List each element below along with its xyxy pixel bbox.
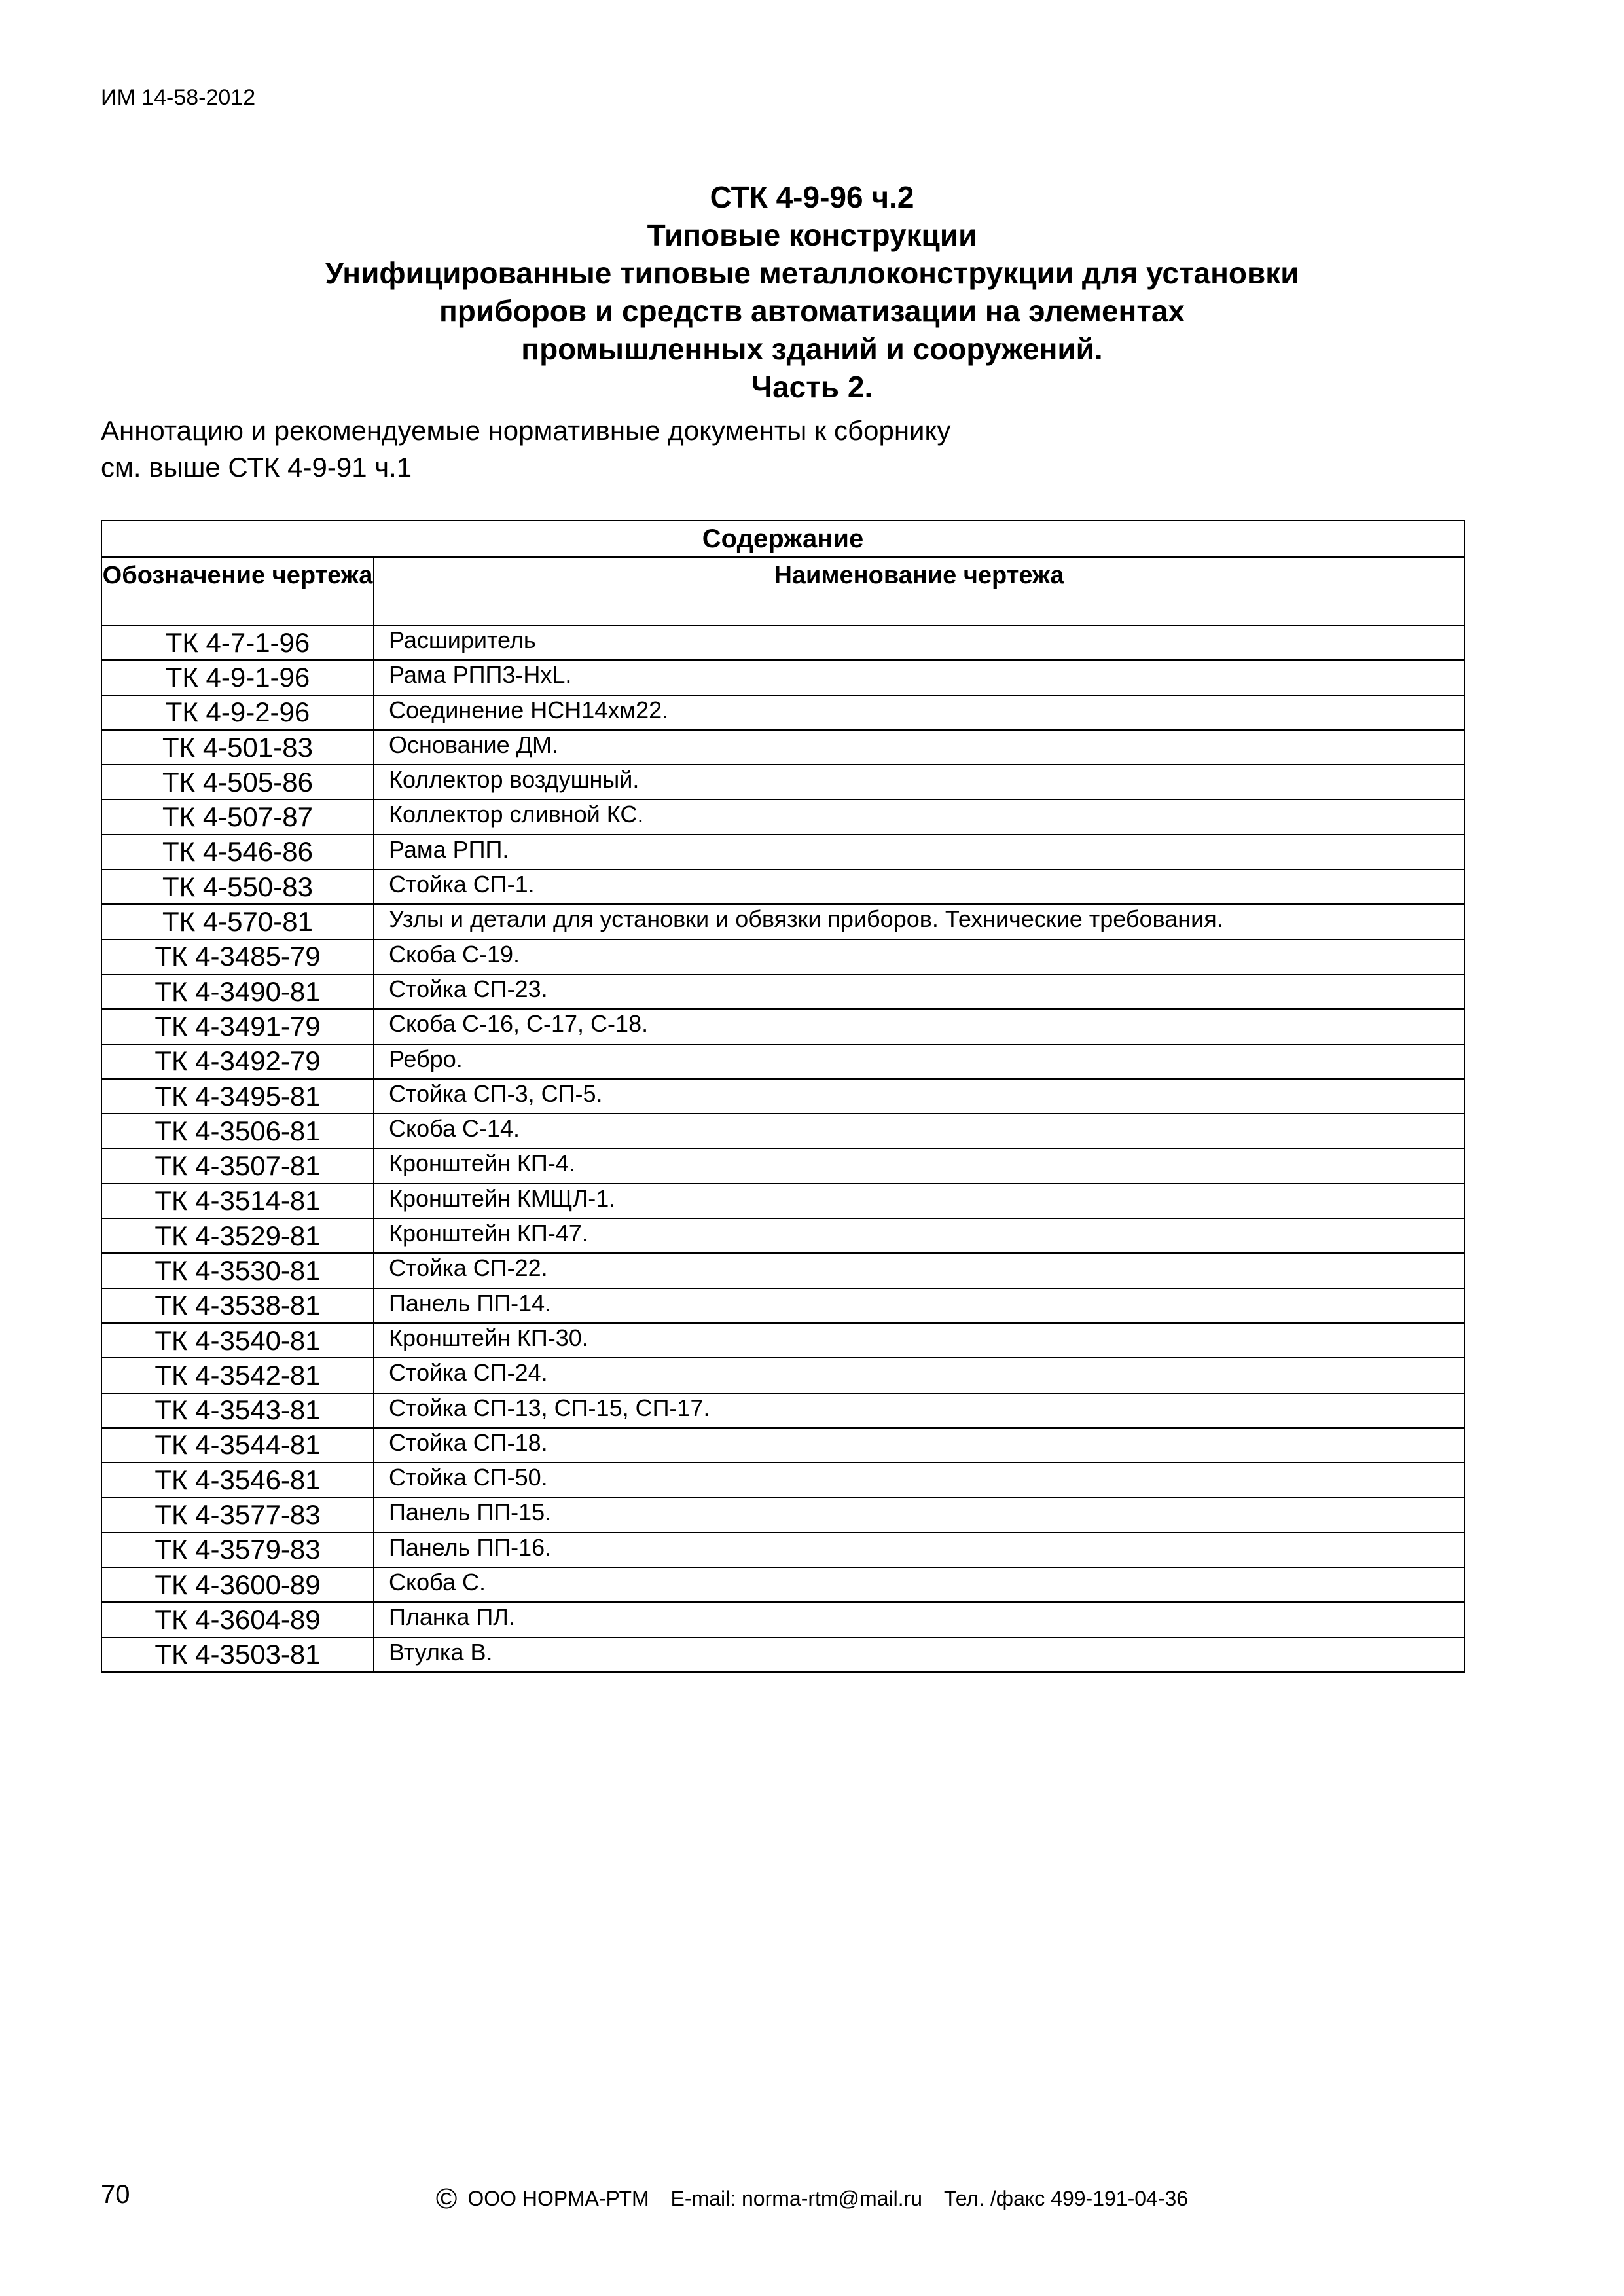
- drawing-name: Втулка В.: [374, 1637, 1464, 1672]
- table-row: [101, 1114, 1464, 1148]
- drawing-code: ТК 4-3506-81: [101, 1114, 374, 1148]
- table-row: [101, 1148, 1464, 1183]
- drawing-code: ТК 4-550-83: [101, 869, 374, 904]
- drawing-code: ТК 4-9-2-96: [101, 695, 374, 730]
- table-row: [101, 1497, 1464, 1532]
- drawing-name: Коллектор сливной КС.: [374, 799, 1464, 834]
- drawing-code: ТК 4-7-1-96: [101, 625, 374, 660]
- column-header-code: Обозначение чертежа: [101, 557, 374, 625]
- footer-phone: Тел. /факс 499-191-04-36: [943, 2187, 1189, 2210]
- table-row: [101, 1253, 1464, 1288]
- drawing-name: Панель ПП-15.: [374, 1497, 1464, 1532]
- table-row: [101, 939, 1464, 974]
- copyright-icon: ©: [435, 2183, 458, 2215]
- table-row: [101, 1567, 1464, 1602]
- drawing-code: ТК 4-3485-79: [101, 939, 374, 974]
- table-row: [101, 1079, 1464, 1114]
- table-row: [101, 1358, 1464, 1393]
- title-block: [0, 178, 1624, 406]
- title-line: приборов и средств автоматизации на элементах: [439, 294, 1185, 328]
- drawing-name: Соединение НСН14хм22.: [374, 695, 1464, 730]
- drawing-name: Скоба С.: [374, 1567, 1464, 1602]
- drawing-name: Основание ДМ.: [374, 730, 1464, 765]
- drawing-name: Расширитель: [374, 625, 1464, 660]
- drawing-code: ТК 4-3543-81: [101, 1393, 374, 1428]
- footer: [0, 2183, 1624, 2215]
- annotation: [101, 412, 950, 486]
- drawing-name: Стойка СП-18.: [374, 1428, 1464, 1463]
- drawing-name: Стойка СП-1.: [374, 869, 1464, 904]
- title-line: Типовые конструкции: [647, 218, 977, 252]
- table-row: [101, 799, 1464, 834]
- table-row: [101, 1044, 1464, 1079]
- contents-table: [101, 520, 1465, 1673]
- table-row: [101, 1463, 1464, 1497]
- table-row: [101, 660, 1464, 695]
- title-line: Унифицированные типовые металлоконструкции для установки: [325, 256, 1299, 290]
- page-number: 70: [101, 2180, 130, 2209]
- table-row: [101, 730, 1464, 765]
- table-row: [101, 1218, 1464, 1253]
- drawing-name: Скоба С-16, С-17, С-18.: [374, 1009, 1464, 1044]
- drawing-name: Кронштейн КП-30.: [374, 1323, 1464, 1358]
- table-row: [101, 765, 1464, 799]
- drawing-code: ТК 4-9-1-96: [101, 660, 374, 695]
- drawing-code: ТК 4-3577-83: [101, 1497, 374, 1532]
- drawing-name: Стойка СП-50.: [374, 1463, 1464, 1497]
- drawing-name: Планка ПЛ.: [374, 1602, 1464, 1637]
- drawing-code: ТК 4-3492-79: [101, 1044, 374, 1079]
- drawing-code: ТК 4-3600-89: [101, 1567, 374, 1602]
- drawing-name: Узлы и детали для установки и обвязки приборов. Технические требования.: [374, 904, 1464, 939]
- table-row: [101, 1428, 1464, 1463]
- drawing-code: ТК 4-3542-81: [101, 1358, 374, 1393]
- table-row: [101, 1323, 1464, 1358]
- table-row: [101, 869, 1464, 904]
- title-line: СТК 4-9-96 ч.2: [710, 180, 914, 214]
- annotation-line: Аннотацию и рекомендуемые нормативные документы к сборнику: [101, 415, 951, 446]
- drawing-name: Рама РПП.: [374, 835, 1464, 869]
- table-row: [101, 1637, 1464, 1672]
- drawing-name: Стойка СП-13, СП-15, СП-17.: [374, 1393, 1464, 1428]
- table-row: [101, 835, 1464, 869]
- drawing-name: Скоба С-14.: [374, 1114, 1464, 1148]
- table-row: [101, 1009, 1464, 1044]
- drawing-code: ТК 4-505-86: [101, 765, 374, 799]
- contents-body: [101, 625, 1464, 1672]
- drawing-name: Ребро.: [374, 1044, 1464, 1079]
- drawing-name: Кронштейн КМЩЛ-1.: [374, 1184, 1464, 1218]
- drawing-code: ТК 4-3495-81: [101, 1079, 374, 1114]
- drawing-code: ТК 4-3540-81: [101, 1323, 374, 1358]
- drawing-name: Панель ПП-16.: [374, 1533, 1464, 1567]
- table-row: [101, 974, 1464, 1009]
- title-line: промышленных зданий и сооружений.: [521, 332, 1103, 366]
- drawing-code: ТК 4-3529-81: [101, 1218, 374, 1253]
- drawing-code: ТК 4-501-83: [101, 730, 374, 765]
- table-row: [101, 625, 1464, 660]
- table-row: [101, 1393, 1464, 1428]
- drawing-code: ТК 4-3538-81: [101, 1288, 374, 1323]
- drawing-name: Стойка СП-23.: [374, 974, 1464, 1009]
- drawing-name: Стойка СП-24.: [374, 1358, 1464, 1393]
- table-row: [101, 1602, 1464, 1637]
- table-row: [101, 1288, 1464, 1323]
- drawing-name: Кронштейн КП-47.: [374, 1218, 1464, 1253]
- table-row: [101, 1533, 1464, 1567]
- footer-company: ООО НОРМА-РТМ: [467, 2187, 649, 2210]
- contents-caption: Содержание: [101, 520, 1464, 557]
- drawing-code: ТК 4-3503-81: [101, 1637, 374, 1672]
- drawing-code: ТК 4-3604-89: [101, 1602, 374, 1637]
- drawing-code: ТК 4-3546-81: [101, 1463, 374, 1497]
- annotation-line: см. выше СТК 4-9-91 ч.1: [101, 452, 412, 483]
- table-row: [101, 1184, 1464, 1218]
- drawing-name: Стойка СП-22.: [374, 1253, 1464, 1288]
- document-code: ИМ 14-58-2012: [101, 85, 256, 110]
- drawing-code: ТК 4-3491-79: [101, 1009, 374, 1044]
- drawing-code: ТК 4-507-87: [101, 799, 374, 834]
- drawing-name: Панель ПП-14.: [374, 1288, 1464, 1323]
- column-header-name: Наименование чертежа: [374, 557, 1464, 625]
- table-row: [101, 695, 1464, 730]
- title-line: Часть 2.: [751, 370, 873, 404]
- drawing-name: Кронштейн КП-4.: [374, 1148, 1464, 1183]
- drawing-name: Стойка СП-3, СП-5.: [374, 1079, 1464, 1114]
- drawing-name: Скоба С-19.: [374, 939, 1464, 974]
- drawing-code: ТК 4-3507-81: [101, 1148, 374, 1183]
- drawing-code: ТК 4-3530-81: [101, 1253, 374, 1288]
- drawing-code: ТК 4-3544-81: [101, 1428, 374, 1463]
- drawing-code: ТК 4-3490-81: [101, 974, 374, 1009]
- drawing-code: ТК 4-3579-83: [101, 1533, 374, 1567]
- drawing-name: Рама РПП3-НxL.: [374, 660, 1464, 695]
- drawing-name: Коллектор воздушный.: [374, 765, 1464, 799]
- drawing-code: ТК 4-570-81: [101, 904, 374, 939]
- footer-email: E-mail: norma-rtm@mail.ru: [670, 2187, 923, 2210]
- drawing-code: ТК 4-3514-81: [101, 1184, 374, 1218]
- drawing-code: ТК 4-546-86: [101, 835, 374, 869]
- table-row: [101, 904, 1464, 939]
